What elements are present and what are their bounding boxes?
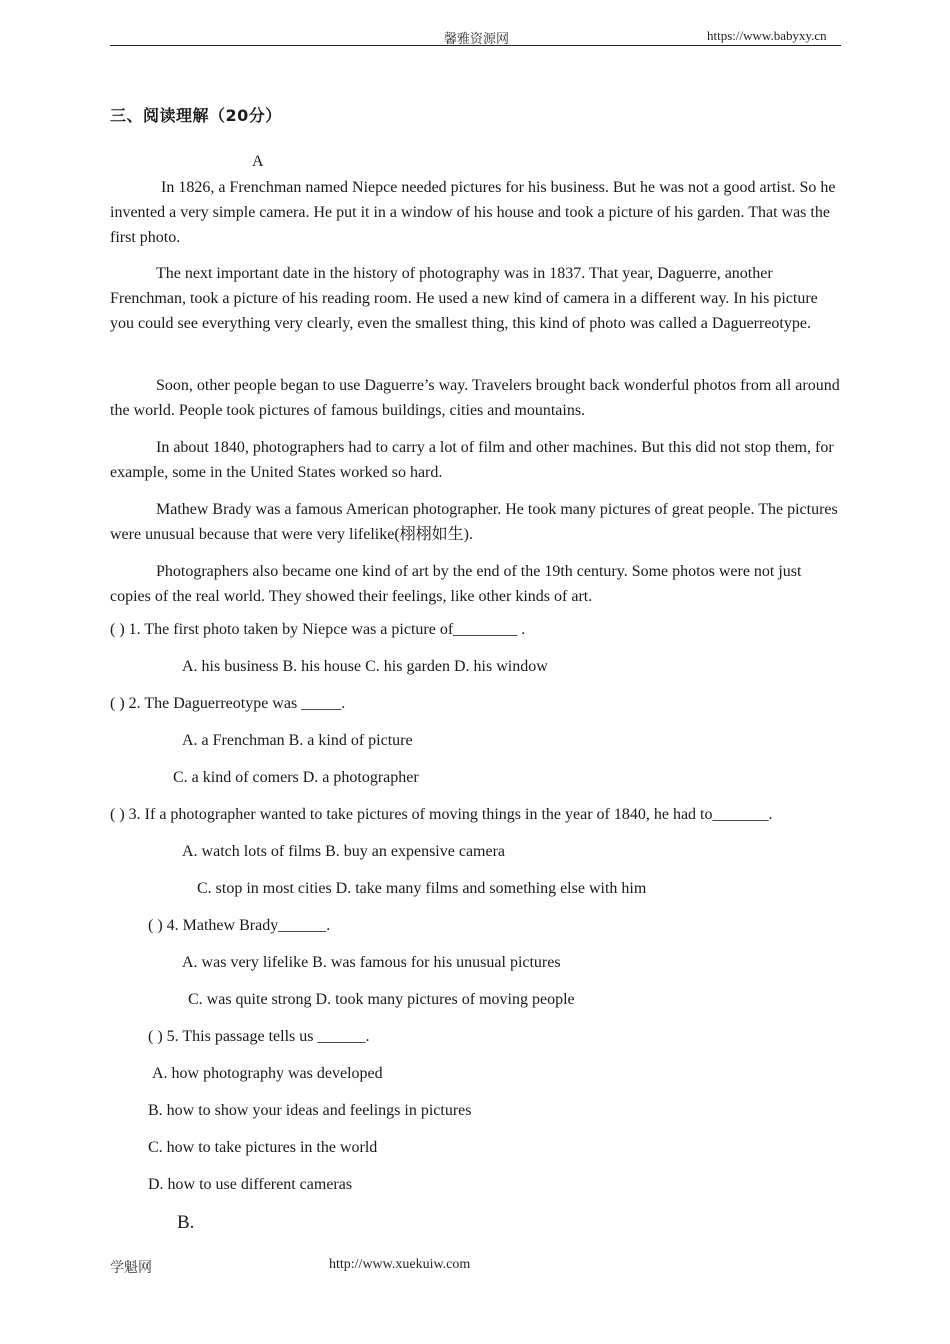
passage-paragraph: In about 1840, photographers had to carry a lot of film and other machines. But this did not stop them, for example, some in the United States worked so hard. <box>110 439 834 481</box>
passage-paragraph: In 1826, a Frenchman named Niepce needed pictures for his business. But he was not a good artist. So he invented a very simple camera. He put it in a window of his house and took a picture of his garden. That was the first photo. <box>110 179 836 246</box>
question-options: A. watch lots of films B. buy an expensive camera <box>182 843 506 860</box>
question-stem: ( ) 3. If a photographer wanted to take pictures of moving things in the year of 1840, he had to_______. <box>110 806 773 823</box>
header-site-name: 馨雅资源网 <box>444 31 510 46</box>
question-stem: ( ) 5. This passage tells us ______. <box>148 1028 370 1045</box>
question-stem: ( ) 1. The first photo taken by Niepce was a picture of________ . <box>110 621 526 638</box>
question-stem: ( ) 2. The Daguerreotype was _____. <box>110 695 346 712</box>
question-options: C. was quite strong D. took many pictures of moving people <box>188 991 575 1008</box>
question-options: A. a Frenchman B. a kind of picture <box>182 732 413 749</box>
header-divider <box>110 45 841 46</box>
passage-paragraph: Soon, other people began to use Daguerre’s way. Travelers brought back wonderful photos from all around the world. People took pictures of famous buildings, cities and mountains. <box>110 377 840 419</box>
question-options: C. a kind of comers D. a photographer <box>173 769 419 786</box>
passage-label: A <box>252 153 264 170</box>
question-options: A. his business B. his house C. his garden D. his window <box>182 658 548 675</box>
footer-site-name: 学魁网 <box>110 1261 152 1276</box>
section-title: 三、阅读理解（20分） <box>110 106 282 125</box>
question-stem: ( ) 4. Mathew Brady______. <box>148 917 331 934</box>
next-passage-label: B. <box>177 1212 195 1233</box>
question-options: A. was very lifelike B. was famous for his unusual pictures <box>182 954 561 971</box>
passage-paragraph: The next important date in the history of photography was in 1837. That year, Daguerre, another Frenchman, took a picture of his reading room. He used a new kind of camera in a different way. In his picture you could see everything very clearly, even the smallest thing, this kind of photo was called a Daguerreotype. <box>110 265 818 332</box>
question-options: D. how to use different cameras <box>148 1176 353 1193</box>
header-url[interactable]: https://www.babyxy.cn <box>707 28 827 43</box>
passage-paragraph: Photographers also became one kind of art by the end of the 19th century. Some photos were not just copies of the real world. They showed their feelings, like other kinds of art. <box>110 563 802 605</box>
question-options: A. how photography was developed <box>152 1065 383 1082</box>
question-options: C. how to take pictures in the world <box>148 1139 378 1156</box>
passage-paragraph: Mathew Brady was a famous American photographer. He took many pictures of great people. The pictures were unusual because that were very lifelike(栩栩如生). <box>110 501 838 543</box>
question-options: C. stop in most cities D. take many films and something else with him <box>197 880 647 897</box>
question-options: B. how to show your ideas and feelings in pictures <box>148 1102 472 1119</box>
footer-url[interactable]: http://www.xuekuiw.com <box>329 1257 471 1272</box>
